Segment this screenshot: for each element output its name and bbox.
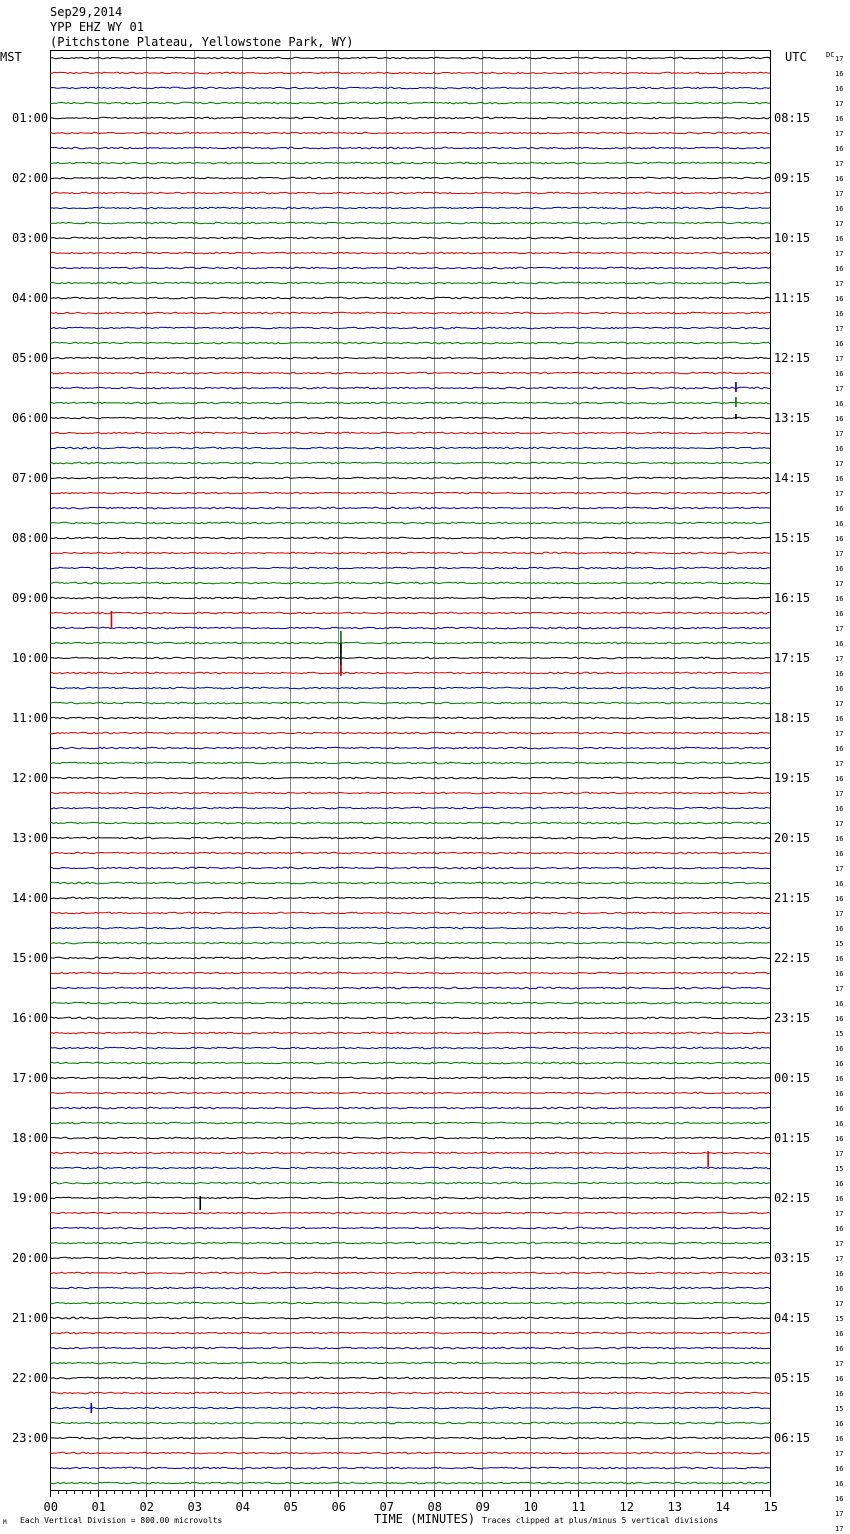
trace-row: [50, 612, 770, 614]
trace-row: [50, 1467, 770, 1469]
trace-row: [50, 672, 770, 674]
dc-offset-label: 17: [835, 580, 844, 588]
trace-row: [50, 552, 770, 554]
right-hour-label: 03:15: [774, 1251, 811, 1265]
left-hour-label: 22:00: [12, 1371, 49, 1385]
dc-offset-label: 16: [835, 400, 844, 408]
dc-offset-label: 16: [835, 85, 844, 93]
right-hour-label: 02:15: [774, 1191, 811, 1205]
right-hour-label: 15:15: [774, 531, 811, 545]
right-hour-label: 19:15: [774, 771, 811, 785]
dc-offset-label: 17: [835, 250, 844, 258]
trace-row: [50, 1392, 770, 1394]
trace-row: [50, 252, 770, 254]
dc-offset-label: 16: [835, 805, 844, 813]
left-hour-label: 12:00: [12, 771, 49, 785]
dc-offset-label: 17: [835, 460, 844, 468]
trace-row: [50, 792, 770, 794]
trace-row: [50, 1047, 770, 1049]
clip-note: Traces clipped at plus/minus 5 vertical divisions: [482, 1516, 719, 1525]
trace-row: [50, 867, 770, 869]
dc-offset-label: 16: [835, 775, 844, 783]
trace-row: [50, 267, 770, 269]
dc-offset-label: 16: [835, 1135, 844, 1143]
dc-offset-label: 16: [835, 715, 844, 723]
left-hour-label: 06:00: [12, 411, 49, 425]
trace-row: [50, 1167, 770, 1169]
dc-offset-label: 16: [835, 670, 844, 678]
dc-offset-label: 16: [835, 1375, 844, 1383]
x-tick-label: 08: [427, 1500, 442, 1514]
trace-row: [50, 1302, 770, 1304]
trace-row: [50, 147, 770, 149]
trace-row: [50, 342, 770, 344]
trace-row: [50, 627, 770, 629]
dc-offset-label: 17: [835, 820, 844, 828]
trace-row: [50, 537, 770, 539]
dc-offset-label: 16: [835, 835, 844, 843]
trace-row: [50, 102, 770, 104]
left-hour-label: 03:00: [12, 231, 49, 245]
dc-offset-label: 16: [835, 880, 844, 888]
dc-offset-label: 15: [835, 1405, 844, 1413]
trace-row: [50, 597, 770, 599]
trace-row: [50, 177, 770, 179]
x-tick-label: 09: [475, 1500, 490, 1514]
dc-offset-label: 17: [835, 385, 844, 393]
dc-offset-label: 16: [835, 595, 844, 603]
left-hour-label: 16:00: [12, 1011, 49, 1025]
dc-offset-label: 16: [835, 1195, 844, 1203]
dc-offset-label: 16: [835, 1495, 844, 1503]
trace-row: [50, 1182, 770, 1184]
dc-offset-label: 16: [835, 1480, 844, 1488]
dc-offset-label: 17: [835, 490, 844, 498]
dc-offset-label: 17: [835, 655, 844, 663]
left-hour-label: 09:00: [12, 591, 49, 605]
dc-offset-label: 17: [835, 1240, 844, 1248]
left-hour-label: 14:00: [12, 891, 49, 905]
trace-row: [50, 1107, 770, 1109]
left-hour-label: 20:00: [12, 1251, 49, 1265]
dc-offset-labels: [835, 55, 843, 1534]
plot-frame: [51, 51, 771, 1491]
trace-row: [50, 222, 770, 224]
dc-offset-label: 16: [835, 1270, 844, 1278]
dc-offset-label: 16: [835, 1390, 844, 1398]
dc-offset-label: 17: [835, 220, 844, 228]
dc-offset-label: 16: [835, 235, 844, 243]
left-hour-label: 01:00: [12, 111, 49, 125]
x-tick-label: 01: [91, 1500, 106, 1514]
dc-offset-label: 16: [835, 115, 844, 123]
dc-offset-label: 17: [835, 985, 844, 993]
right-hour-label: 13:15: [774, 411, 811, 425]
dc-offset-label: 16: [835, 1090, 844, 1098]
left-hour-label: 07:00: [12, 471, 49, 485]
trace-row: [50, 897, 770, 899]
trace-row: [50, 117, 770, 119]
trace-row: [50, 1332, 770, 1334]
x-tick-label: 06: [331, 1500, 346, 1514]
trace-row: [50, 1422, 770, 1424]
right-hour-label: 05:15: [774, 1371, 811, 1385]
right-hour-label: 21:15: [774, 891, 811, 905]
x-tick-label: 00: [43, 1500, 58, 1514]
dc-offset-label: 17: [835, 430, 844, 438]
left-hour-label: 19:00: [12, 1191, 49, 1205]
trace-row: [50, 132, 770, 134]
x-tick-label: 03: [187, 1500, 202, 1514]
trace-row: [50, 777, 770, 779]
x-tick-label: 13: [667, 1500, 682, 1514]
right-hour-labels: [774, 111, 810, 1445]
scale-note: Each Vertical Division = 800.00 microvolts: [20, 1516, 223, 1525]
left-hour-label: 08:00: [12, 531, 49, 545]
corner-mark: M: [3, 1519, 7, 1526]
trace-row: [50, 927, 770, 929]
left-hour-label: 10:00: [12, 651, 49, 665]
trace-row: [50, 687, 770, 689]
x-tick-label: 02: [139, 1500, 154, 1514]
dc-offset-label: 16: [835, 1465, 844, 1473]
dc-offset-label: 16: [835, 475, 844, 483]
x-tick-label: 05: [283, 1500, 298, 1514]
left-hour-label: 05:00: [12, 351, 49, 365]
trace-row: [50, 942, 770, 944]
dc-offset-label: 17: [835, 280, 844, 288]
dc-offset-label: 16: [835, 895, 844, 903]
trace-row: [50, 1272, 770, 1274]
location-label: (Pitchstone Plateau, Yellowstone Park, WY): [50, 35, 354, 49]
trace-row: [50, 957, 770, 959]
dc-offset-label: 16: [835, 1015, 844, 1023]
dc-offset-label: 17: [835, 1510, 844, 1518]
trace-row: [50, 912, 770, 914]
trace-rows: [50, 57, 770, 1484]
left-hour-label: 11:00: [12, 711, 49, 725]
dc-offset-label: 16: [835, 685, 844, 693]
dc-offset-label: 17: [835, 325, 844, 333]
dc-offset-label: 16: [835, 505, 844, 513]
right-hour-label: 00:15: [774, 1071, 811, 1085]
dc-offset-label: 16: [835, 205, 844, 213]
trace-row: [50, 1062, 770, 1064]
dc-offset-label: 17: [835, 625, 844, 633]
station-label: YPP EHZ WY 01: [50, 20, 144, 34]
left-timezone-label: MST: [0, 50, 22, 64]
dc-offset-label: 16: [835, 1075, 844, 1083]
trace-row: [50, 447, 770, 449]
trace-row: [50, 162, 770, 164]
dc-offset-label: 17: [835, 865, 844, 873]
left-hour-label: 21:00: [12, 1311, 49, 1325]
x-tick-label: 11: [571, 1500, 586, 1514]
trace-row: [50, 582, 770, 584]
trace-row: [50, 1437, 770, 1439]
dc-offset-label: 16: [835, 340, 844, 348]
trace-row: [50, 882, 770, 884]
trace-row: [50, 417, 770, 419]
right-hour-label: 06:15: [774, 1431, 811, 1445]
trace-row: [50, 1407, 770, 1409]
dc-offset-label: 17: [835, 790, 844, 798]
right-hour-label: 10:15: [774, 231, 811, 245]
trace-row: [50, 1152, 770, 1154]
dc-offset-label: 16: [835, 1285, 844, 1293]
trace-row: [50, 1077, 770, 1079]
x-axis-title: TIME (MINUTES): [374, 1512, 476, 1526]
left-hour-labels: [12, 111, 48, 1445]
trace-row: [50, 57, 770, 59]
trace-row: [50, 1002, 770, 1004]
trace-row: [50, 642, 770, 644]
dc-offset-label: 16: [835, 310, 844, 318]
trace-row: [50, 1452, 770, 1454]
trace-row: [50, 402, 770, 404]
trace-row: [50, 762, 770, 764]
trace-row: [50, 87, 770, 89]
dc-offset-label: 16: [835, 415, 844, 423]
trace-row: [50, 987, 770, 989]
dc-offset-label: 16: [835, 145, 844, 153]
trace-row: [50, 72, 770, 74]
trace-row: [50, 1317, 770, 1319]
dc-offset-label: 17: [835, 1150, 844, 1158]
dc-offset-label: 17: [835, 550, 844, 558]
x-axis-ticks: [44, 1490, 778, 1514]
trace-row: [50, 387, 770, 389]
dc-offset-label: 16: [835, 925, 844, 933]
dc-offset-label: 16: [835, 535, 844, 543]
trace-row: [50, 1377, 770, 1379]
left-hour-label: 15:00: [12, 951, 49, 965]
trace-row: [50, 852, 770, 854]
right-hour-label: 09:15: [774, 171, 811, 185]
left-hour-label: 17:00: [12, 1071, 49, 1085]
dc-offset-label: 17: [835, 700, 844, 708]
dc-offset-label: 16: [835, 1435, 844, 1443]
trace-row: [50, 1287, 770, 1289]
dc-offset-label: 16: [835, 520, 844, 528]
right-hour-label: 12:15: [774, 351, 811, 365]
trace-row: [50, 657, 770, 659]
trace-row: [50, 1227, 770, 1229]
dc-offset-label: 16: [835, 70, 844, 78]
trace-row: [50, 327, 770, 329]
trace-row: [50, 312, 770, 314]
dc-offset-label: 17: [835, 1360, 844, 1368]
dc-offset-label: 16: [835, 610, 844, 618]
trace-row: [50, 747, 770, 749]
dc-offset-label: 17: [835, 55, 844, 63]
right-hour-label: 17:15: [774, 651, 811, 665]
x-tick-label: 07: [379, 1500, 394, 1514]
right-hour-label: 04:15: [774, 1311, 811, 1325]
x-tick-label: 14: [715, 1500, 730, 1514]
dc-offset-label: 16: [835, 1045, 844, 1053]
dc-offset-label: 16: [835, 1000, 844, 1008]
trace-row: [50, 492, 770, 494]
trace-row: [50, 282, 770, 284]
right-hour-label: 23:15: [774, 1011, 811, 1025]
trace-row: [50, 837, 770, 839]
dc-offset-label: 16: [835, 850, 844, 858]
dc-offset-label: 17: [835, 1210, 844, 1218]
trace-row: [50, 1257, 770, 1259]
left-hour-label: 23:00: [12, 1431, 49, 1445]
trace-row: [50, 1242, 770, 1244]
dc-offset-label: 15: [835, 940, 844, 948]
trace-row: [50, 1137, 770, 1139]
trace-row: [50, 207, 770, 209]
trace-row: [50, 1032, 770, 1034]
trace-row: [50, 1212, 770, 1214]
trace-row: [50, 432, 770, 434]
dc-offset-label: 16: [835, 1225, 844, 1233]
trace-row: [50, 372, 770, 374]
dc-offset-label: 16: [835, 295, 844, 303]
trace-row: [50, 807, 770, 809]
trace-row: [50, 522, 770, 524]
dc-offset-label: 17: [835, 1300, 844, 1308]
dc-offset-label: 17: [835, 355, 844, 363]
dc-offset-label: 17: [835, 730, 844, 738]
dc-offset-label: 17: [835, 190, 844, 198]
dc-offset-label: 17: [835, 130, 844, 138]
left-hour-label: 18:00: [12, 1131, 49, 1145]
dc-offset-label: 16: [835, 175, 844, 183]
right-hour-label: 20:15: [774, 831, 811, 845]
x-tick-label: 15: [763, 1500, 778, 1514]
x-tick-label: 04: [235, 1500, 250, 1514]
trace-row: [50, 192, 770, 194]
right-hour-label: 22:15: [774, 951, 811, 965]
dc-offset-label: 16: [835, 1120, 844, 1128]
right-hour-label: 08:15: [774, 111, 811, 125]
x-tick-label: 10: [523, 1500, 538, 1514]
trace-row: [50, 1482, 770, 1484]
trace-row: [50, 702, 770, 704]
dc-offset-label: 16: [835, 745, 844, 753]
trace-row: [50, 1092, 770, 1094]
right-hour-label: 18:15: [774, 711, 811, 725]
dc-label: DC: [826, 51, 835, 59]
dc-offset-label: 16: [835, 265, 844, 273]
left-hour-label: 02:00: [12, 171, 49, 185]
trace-row: [50, 462, 770, 464]
left-hour-label: 13:00: [12, 831, 49, 845]
dc-offset-label: 17: [835, 1450, 844, 1458]
dc-offset-label: 16: [835, 955, 844, 963]
right-hour-label: 14:15: [774, 471, 811, 485]
dc-offset-label: 16: [835, 565, 844, 573]
trace-row: [50, 1362, 770, 1364]
dc-offset-label: 16: [835, 370, 844, 378]
trace-row: [50, 1197, 770, 1199]
dc-offset-label: 15: [835, 1315, 844, 1323]
dc-offset-label: 15: [835, 1030, 844, 1038]
dc-offset-label: 17: [835, 160, 844, 168]
dc-offset-label: 16: [835, 1060, 844, 1068]
trace-row: [50, 1122, 770, 1124]
trace-row: [50, 237, 770, 239]
dc-offset-label: 16: [835, 1180, 844, 1188]
dc-offset-label: 16: [835, 1330, 844, 1338]
x-tick-label: 12: [619, 1500, 634, 1514]
right-hour-label: 01:15: [774, 1131, 811, 1145]
right-timezone-label: UTC: [785, 50, 807, 64]
dc-offset-label: 16: [835, 445, 844, 453]
trace-row: [50, 1017, 770, 1019]
right-hour-label: 16:15: [774, 591, 811, 605]
trace-row: [50, 717, 770, 719]
left-hour-label: 04:00: [12, 291, 49, 305]
dc-offset-label: 16: [835, 640, 844, 648]
dc-offset-label: 17: [835, 1255, 844, 1263]
date-label: Sep29,2014: [50, 5, 123, 19]
dc-offset-label: 17: [835, 910, 844, 918]
trace-row: [50, 297, 770, 299]
dc-offset-label: 17: [835, 100, 844, 108]
trace-row: [50, 477, 770, 479]
dc-offset-label: 16: [835, 1345, 844, 1353]
right-hour-label: 11:15: [774, 291, 811, 305]
trace-row: [50, 732, 770, 734]
minute-gridlines: [99, 51, 723, 1490]
trace-row: [50, 567, 770, 569]
trace-row: [50, 357, 770, 359]
trace-row: [50, 507, 770, 509]
dc-offset-label: 16: [835, 1105, 844, 1113]
trace-row: [50, 1347, 770, 1349]
dc-offset-label: 17: [835, 1525, 844, 1533]
dc-offset-label: 15: [835, 1165, 844, 1173]
dc-offset-label: 16: [835, 970, 844, 978]
dc-offset-label: 17: [835, 760, 844, 768]
trace-row: [50, 822, 770, 824]
trace-row: [50, 972, 770, 974]
dc-offset-label: 16: [835, 1420, 844, 1428]
